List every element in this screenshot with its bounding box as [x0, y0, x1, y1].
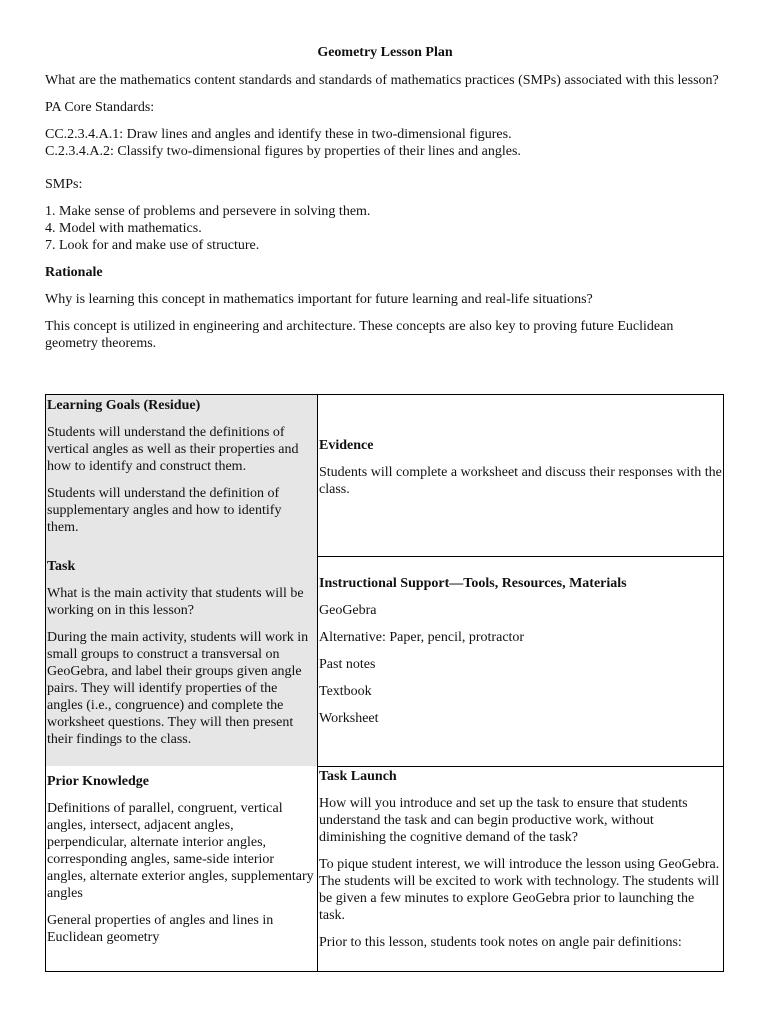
task-launch-text: Prior to this lesson, students took notes on angle pair definitions: — [319, 935, 682, 950]
task-launch-text: How will you introduce and set up the task to ensure that students understand the task and can begin productive work, without diminishing the cognitive demand of the task? — [319, 796, 688, 845]
smp-item: 7. Look for and make use of structure. — [45, 238, 260, 253]
prior-knowledge-heading: Prior Knowledge — [47, 774, 150, 789]
evidence-cell — [317, 395, 723, 556]
rationale-heading: Rationale — [45, 265, 103, 280]
pa-core-heading: PA Core Standards: — [45, 100, 155, 115]
standards-question: What are the mathematics content standards and standards of mathematics practices (SMPs) associated with this lesson? — [45, 73, 719, 88]
evidence-heading: Evidence — [319, 438, 374, 453]
task-heading: Task — [47, 559, 76, 574]
standard-item: C.2.3.4.A.2: Classify two-dimensional figures by properties of their lines and angles. — [45, 144, 521, 159]
prior-knowledge-text: General properties of angles and lines in Euclidean geometry — [47, 913, 274, 945]
row-divider — [317, 766, 723, 767]
task-description: During the main activity, students will work in small groups to construct a transversal on GeoGebra, and label their groups given angle pairs. They will identify properties of the angles (i.e., congruence) and complete the worksheet questions. They will then present their findings to the class. — [47, 630, 309, 747]
smp-item: 1. Make sense of problems and persevere in solving them. — [45, 204, 371, 219]
smps-list — [45, 203, 725, 254]
task-launch-cell — [317, 766, 723, 971]
support-item: GeoGebra — [319, 603, 377, 618]
lesson-table — [45, 394, 724, 972]
document-body — [45, 44, 725, 362]
row-divider — [317, 556, 723, 557]
learning-goals-text: Students will understand the definition of supplementary angles and how to identify them. — [47, 486, 282, 535]
task-cell — [46, 556, 317, 766]
support-item: Worksheet — [319, 711, 379, 726]
learning-goals-heading: Learning Goals (Residue) — [47, 398, 201, 413]
instructional-support-cell — [317, 556, 723, 766]
task-question: What is the main activity that students will be working on in this lesson? — [47, 586, 304, 618]
standard-item: CC.2.3.4.A.1: Draw lines and angles and identify these in two-dimensional figures. — [45, 127, 512, 142]
learning-goals-cell — [46, 395, 317, 556]
evidence-text: Students will complete a worksheet and discuss their responses with the class. — [319, 465, 722, 497]
task-launch-heading: Task Launch — [319, 769, 397, 784]
support-item: Textbook — [319, 684, 372, 699]
support-item: Alternative: Paper, pencil, protractor — [319, 630, 525, 645]
task-launch-text: To pique student interest, we will introduce the lesson using GeoGebra. The students will be excited to work with technology. The students will be given a few minutes to explore GeoGebra prior to launching the task. — [319, 857, 720, 923]
rationale-question: Why is learning this concept in mathematics important for future learning and real-life situations? — [45, 292, 593, 307]
instructional-support-heading: Instructional Support—Tools, Resources, Materials — [319, 576, 627, 591]
document-title: Geometry Lesson Plan — [317, 45, 453, 60]
learning-goals-text: Students will understand the definitions of vertical angles as well as their properties and how to identify and construct them. — [47, 425, 299, 474]
support-item: Past notes — [319, 657, 376, 672]
standards-list — [45, 126, 725, 160]
smps-heading: SMPs: — [45, 177, 83, 192]
prior-knowledge-text: Definitions of parallel, congruent, vertical angles, intersect, adjacent angles, perpendicular, alternate interior angles, corresponding angles, same-side interior angles, alternate exterior angles, supplementary angles — [47, 801, 314, 901]
smp-item: 4. Model with mathematics. — [45, 221, 202, 236]
rationale-answer: This concept is utilized in engineering and architecture. These concepts are also key to proving future Euclidean geometry theorems. — [45, 319, 674, 351]
prior-knowledge-cell — [46, 766, 317, 971]
